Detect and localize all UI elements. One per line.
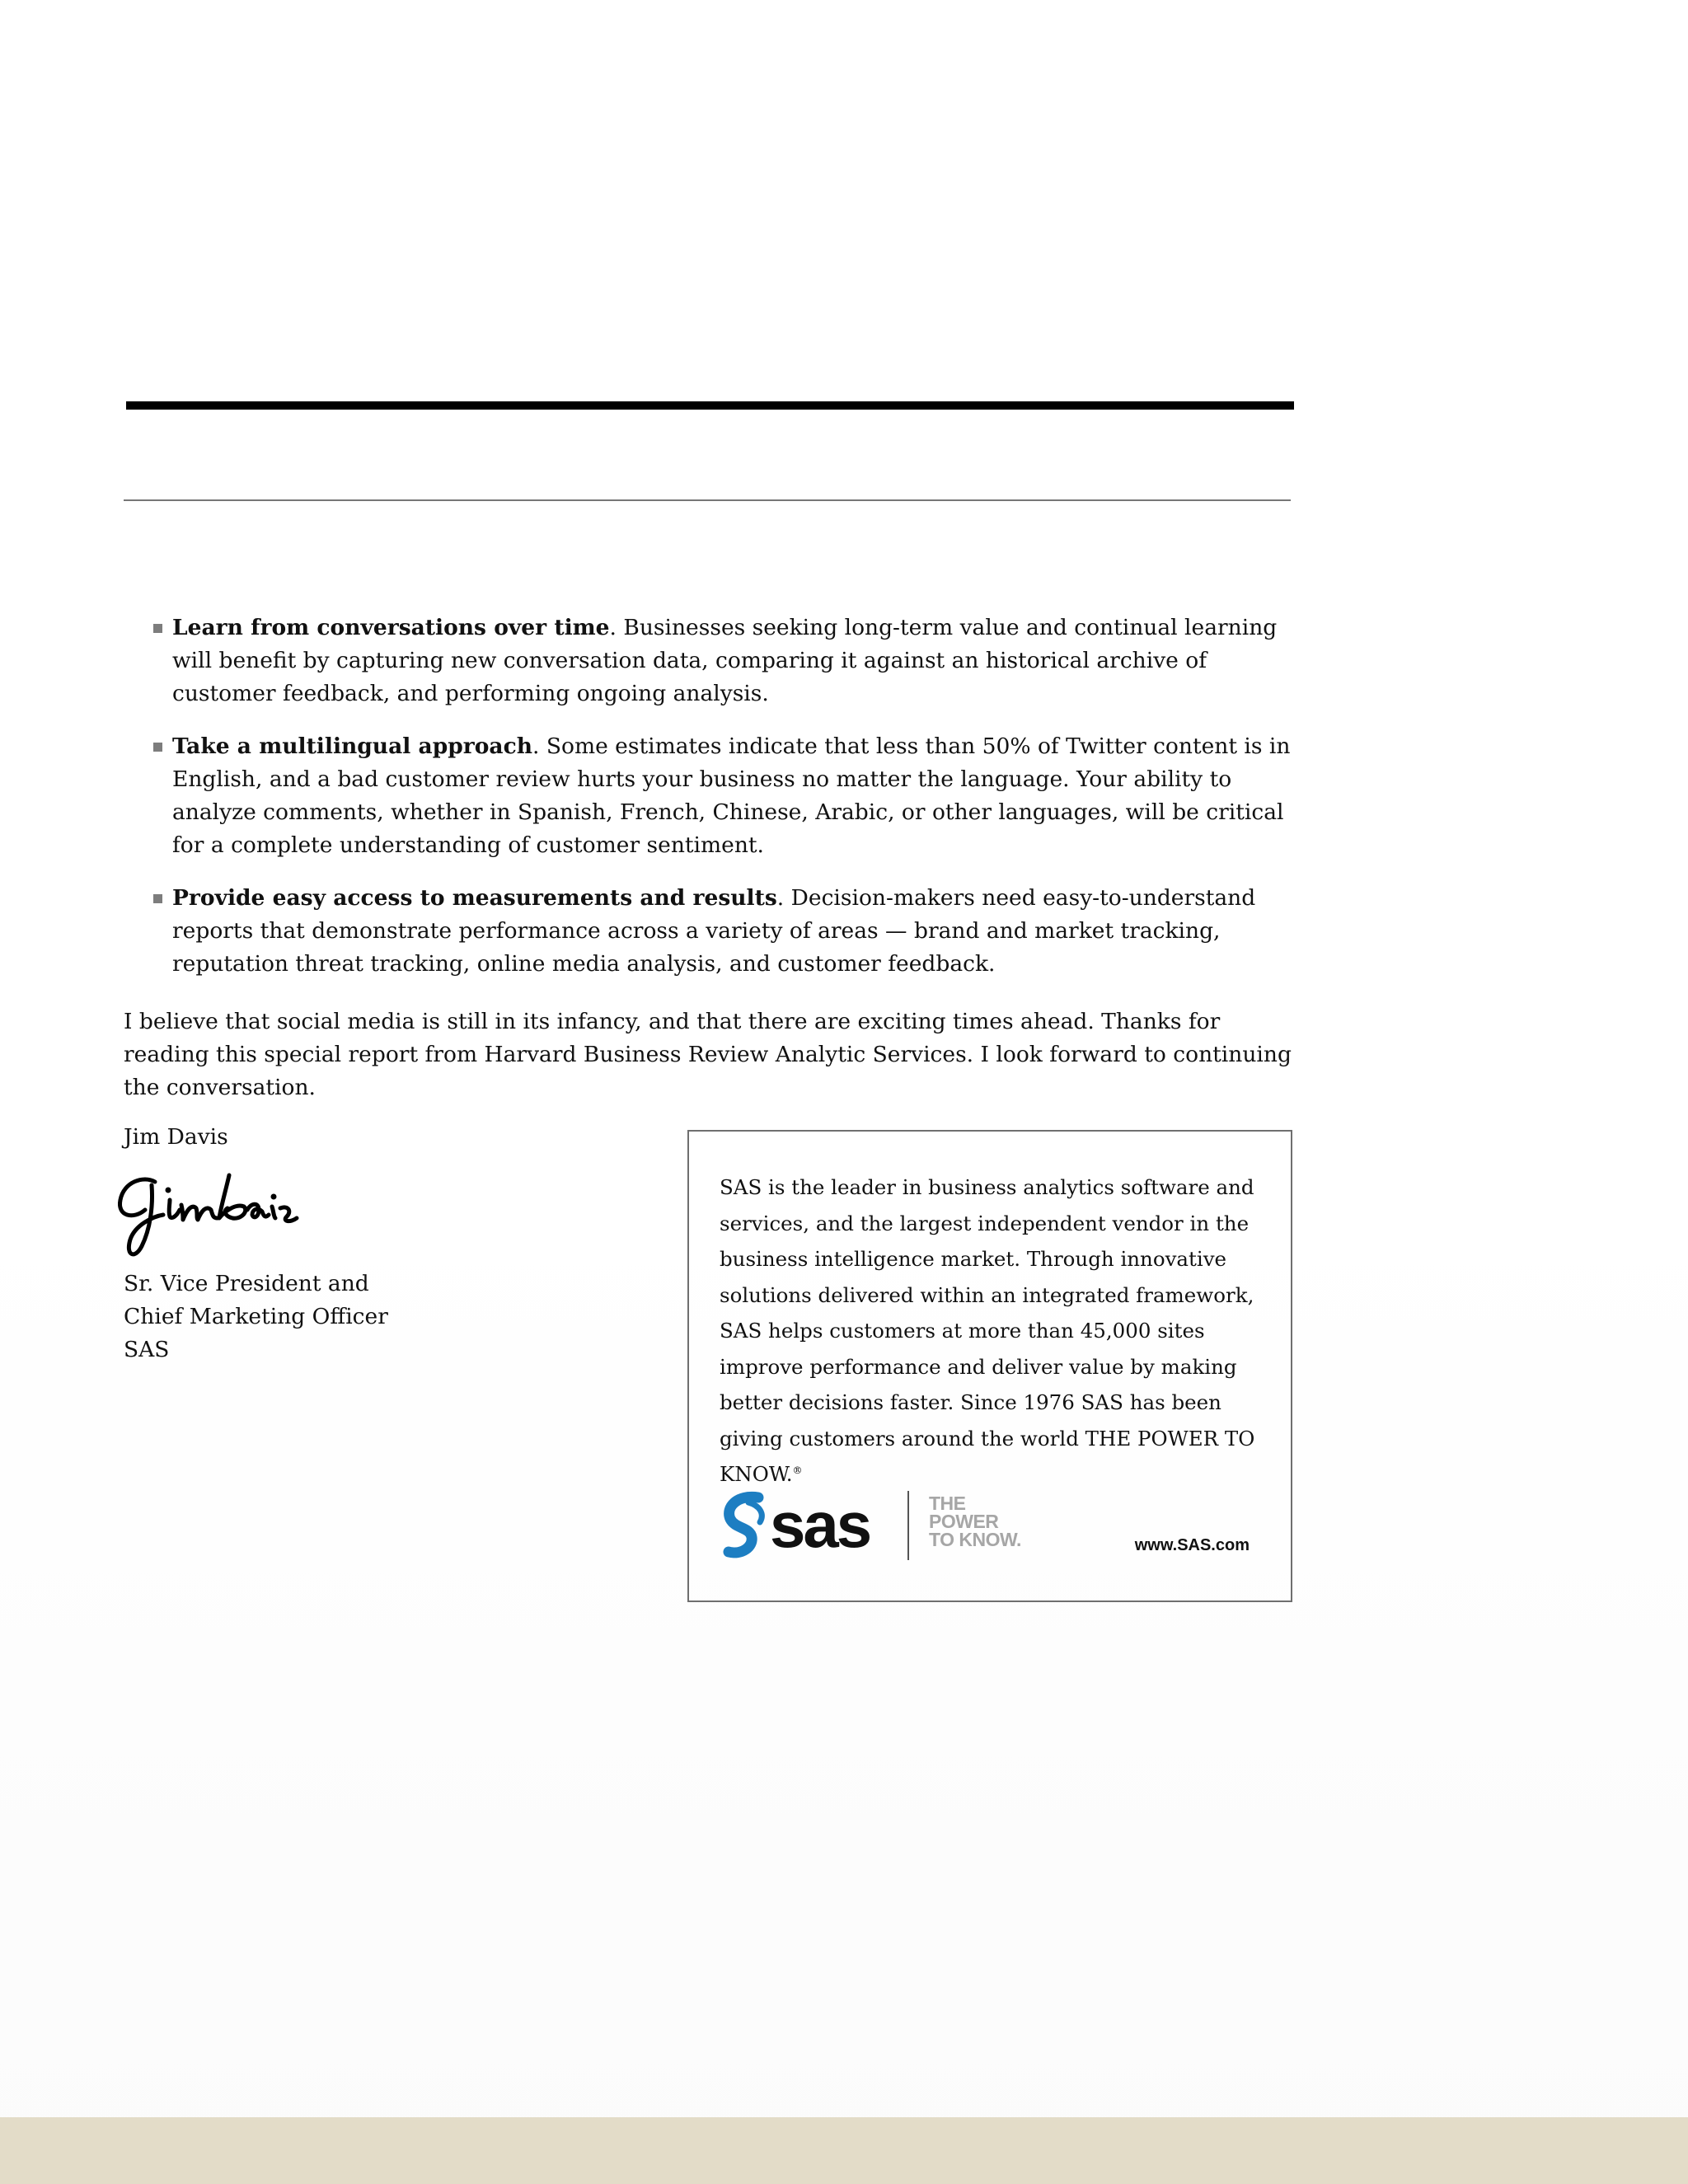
bullet-lead: Take a multilingual approach: [172, 733, 532, 759]
bullet-lead: Learn from conversations over time: [172, 615, 610, 640]
square-bullet-icon: [153, 624, 162, 633]
top-thin-rule: [124, 499, 1291, 501]
bullet-text: . Decision-makers need easy-to-understand reports that demonstrate performance across a variety of areas — brand and market tracking, reputation threat tracking, online media analysis, and customer feedback.: [172, 885, 1256, 977]
sas-logo: [719, 1489, 1057, 1565]
sas-description-text: SAS is the leader in business analytics software and services, and the largest independent vendor in the business intelligence market. Through innovative solutions delivered within an integrated framework, SAS helps customers at more than 45,000 sites improve performance and deliver value by making better decisions faster. Since 1976 SAS has been giving customers around the world THE POWER TO KNOW.: [720, 1175, 1255, 1486]
list-item: [153, 612, 1307, 710]
handwritten-signature: [112, 1157, 302, 1264]
sas-url: www.SAS.com: [1134, 1536, 1250, 1554]
footer-band: [0, 2117, 1688, 2184]
bullet-text: . Businesses seeking long-term value and continual learning will benefit by capturing new conversation data, comparing it against an historical archive of customer feedback, and performing ongoing analysis.: [172, 615, 1278, 706]
list-item: [153, 882, 1307, 981]
sas-tagline-line: POWER: [929, 1511, 999, 1532]
closing-paragraph: I believe that social media is still in its infancy, and that there are exciting times ahead. Thanks for reading this special report from Harvard Business Review Analytic Services. I look forward to continuing the conversation.: [124, 1009, 1292, 1100]
registered-mark: ®: [792, 1464, 803, 1476]
square-bullet-icon: [153, 894, 162, 903]
list-item: [153, 730, 1307, 862]
signer-title-line: Chief Marketing Officer: [124, 1304, 388, 1329]
bullet-text: . Some estimates indicate that less than 50% of Twitter content is in English, and a bad customer review hurts your business no matter the language. Your ability to analyze comments, whether in Spanish, French, Chinese, Arabic, or other languages, will be critical for a complete understanding of customer sentiment.: [172, 733, 1291, 858]
bullet-lead: Provide easy access to measurements and results: [172, 885, 777, 911]
sas-description: [720, 1169, 1264, 1493]
sas-tagline-line: TO KNOW.: [929, 1529, 1021, 1550]
sas-tagline-line: THE: [929, 1493, 966, 1514]
signoff-block: [124, 1121, 618, 1366]
signer-company: SAS: [124, 1337, 170, 1362]
signer-title-line: Sr. Vice President and: [124, 1271, 369, 1296]
sas-about-box: [687, 1130, 1292, 1602]
signer-name: Jim Davis: [124, 1124, 228, 1150]
sas-wordmark: sas: [770, 1489, 870, 1561]
square-bullet-icon: [153, 743, 162, 752]
top-thick-rule: [126, 401, 1294, 410]
recommendation-list: [153, 612, 1307, 1001]
